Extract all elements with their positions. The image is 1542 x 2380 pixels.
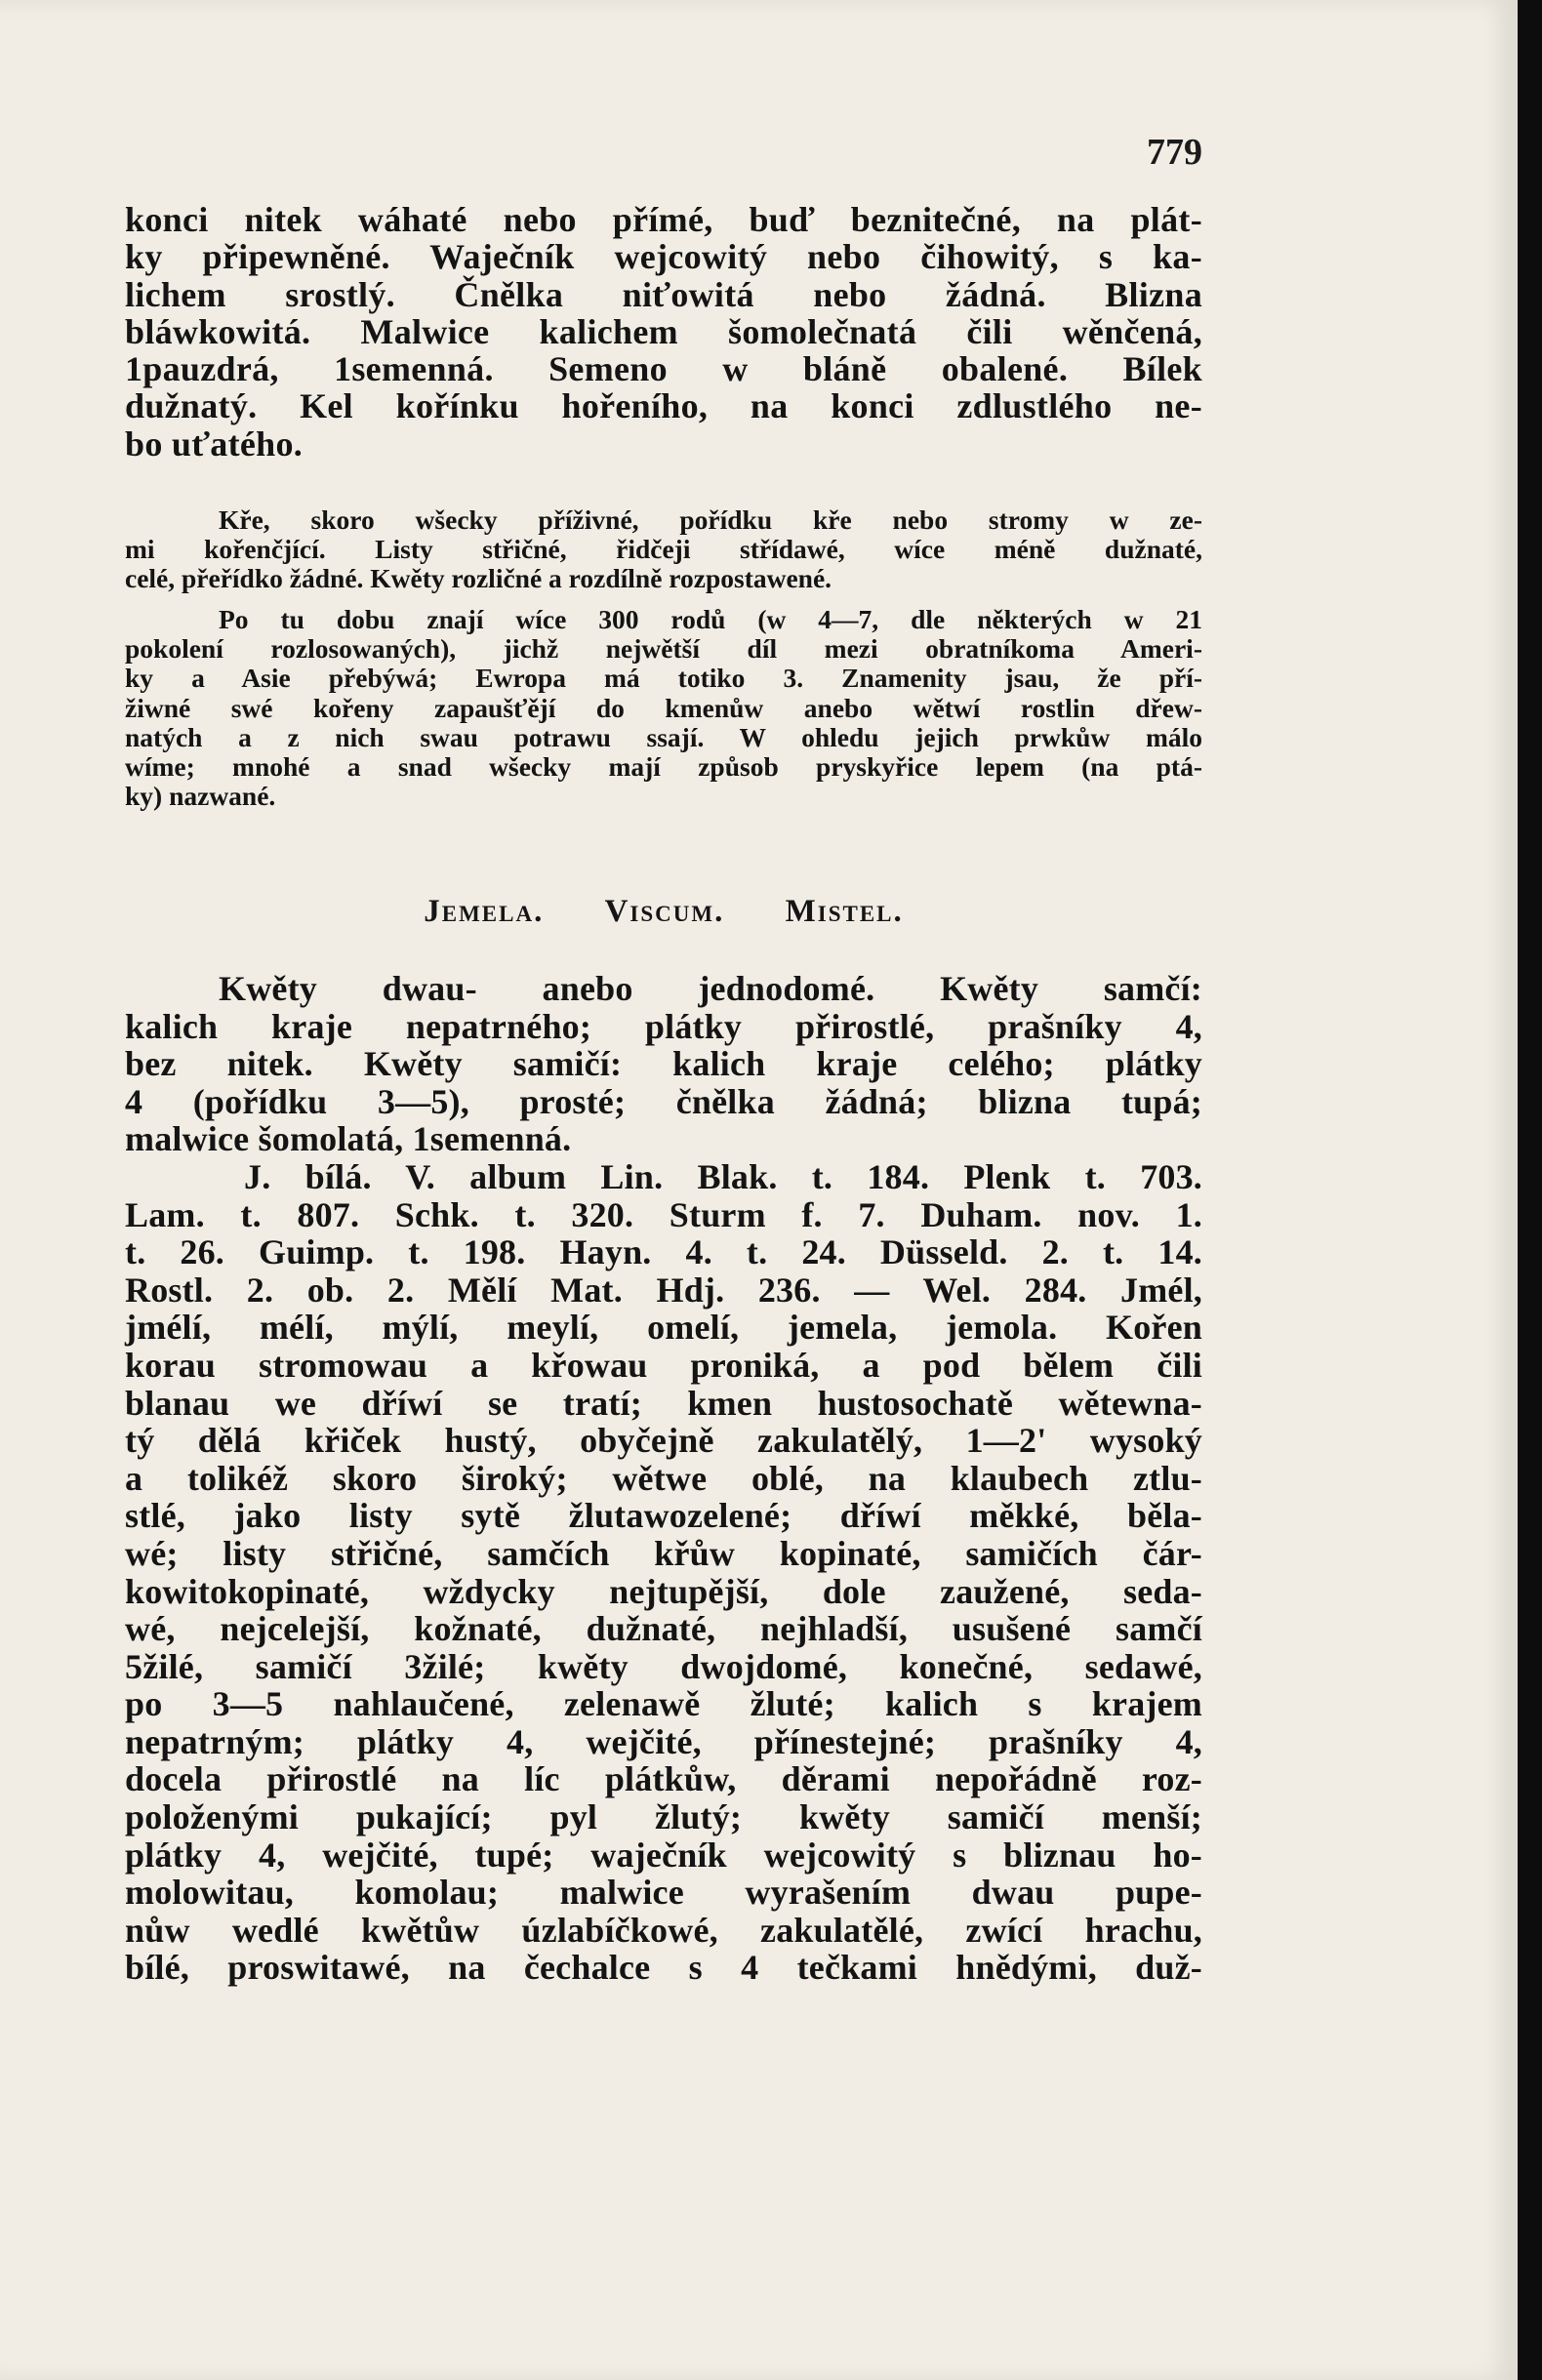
text-line: tý dělá křiček hustý, obyčejně zakulatělý, 1—2' wysoký	[125, 1421, 1202, 1461]
text-line: bláwkowitá. Malwice kalichem šomolečnatá čili wěnčená,	[125, 311, 1202, 351]
text-line: Po tu dobu znají wíce 300 rodů (w 4—7, dle některých w 21	[219, 604, 1202, 634]
text-line: docela přirostlé na líc plátkůw, děrami nepořádně roz-	[125, 1759, 1202, 1799]
text-line: wé; listy střičné, samčích křůw kopinaté, samičích čár-	[125, 1533, 1202, 1573]
text-line: Kře, skoro wšecky příživné, pořídku kře nebo stromy w ze-	[219, 504, 1202, 535]
genus-name-czech: Jemela.	[424, 894, 545, 929]
text-line: blanau we dříwí se tratí; kmen hustosochatě wětewna-	[125, 1383, 1202, 1423]
family-notes-2	[125, 605, 1202, 811]
text-line: Lam. t. 807. Schk. t. 320. Sturm f. 7. Duham. nov. 1.	[125, 1194, 1202, 1234]
text-line: korau stromowau a křowau proniká, a pod bělem čili	[125, 1345, 1202, 1385]
genus-description	[125, 970, 1202, 1987]
text-line: 5žilé, samičí 3žilé; kwěty dwojdomé, konečné, sedawé,	[125, 1646, 1202, 1686]
text-line: J. bílá. V. album Lin. Blak. t. 184. Plenk t. 703.	[244, 1156, 1202, 1196]
genus-heading	[125, 894, 1202, 930]
text-line: wé, nejcelejší, kožnaté, dužnaté, nejhladší, usušené samčí	[125, 1609, 1202, 1649]
genus-name-latin: Viscum.	[604, 894, 725, 929]
text-line: kowitokopinaté, wždycky nejtupější, dole zaužené, seda-	[125, 1571, 1202, 1611]
text-line: wíme; mnohé a snad wšecky mají způsob pryskyřice lepem (na ptá-	[125, 751, 1202, 783]
text-line: žiwné swé kořeny zapaušťějí do kmenůw anebo wětwí rostlin dřew-	[125, 692, 1202, 723]
text-line: stlé, jako listy sytě žlutawozelené; dříwí měkké, běla-	[125, 1496, 1202, 1536]
text-line: natých a z nich swau potrawu ssají. W ohledu jejich prwkůw málo	[125, 721, 1202, 752]
text-line: malwice šomolatá, 1semenná.	[125, 1119, 572, 1159]
text-line: Kwěty dwau- anebo jednodomé. Kwěty samčí:	[219, 969, 1202, 1008]
text-line: bo uťatého.	[125, 424, 304, 464]
text-line: ky a Asie přebýwá; Ewropa má totiko 3. Znamenity jsau, že pří-	[125, 663, 1202, 694]
text-line: pokolení rozlosowaných), jichž nejwětší díl mezi obratníkoma Ameri-	[125, 633, 1202, 665]
page-number: 779	[1147, 132, 1202, 173]
text-line: lichem srostlý. Čnělka niťowitá nebo žádná. Blizna	[125, 274, 1202, 314]
genus-name-german: Mistel.	[785, 894, 904, 929]
text-line: celé, přeřídko žádné. Kwěty rozličné a rozdílně rozpostawené.	[125, 563, 832, 594]
text-line: konci nitek wáhaté nebo přímé, buď beznitečné, na plát-	[125, 200, 1202, 239]
text-line: 1pauzdrá, 1semenná. Semeno w bláně obalené. Bílek	[125, 349, 1202, 389]
text-line: dužnatý. Kel kořínku hořeního, na konci zdlustlého ne-	[125, 386, 1202, 426]
text-line: a tolikéž skoro široký; wětwe oblé, na klaubech ztlu-	[125, 1458, 1202, 1498]
family-notes-1	[125, 505, 1202, 594]
text-line: mi kořenčjící. Listy střičné, řidčeji střídawé, wíce méně dužnaté,	[125, 534, 1202, 565]
text-line: 4 (pořídku 3—5), prosté; čnělka žádná; blizna tupá;	[125, 1081, 1202, 1121]
text-line: jmélí, mélí, mýlí, meylí, omelí, jemela, jemola. Kořen	[125, 1308, 1202, 1348]
text-line: nepatrným; plátky 4, wejčité, přínestejné; prašníky 4,	[125, 1721, 1202, 1761]
text-line: Rostl. 2. ob. 2. Mělí Mat. Hdj. 236. — Wel. 284. Jmél,	[125, 1270, 1202, 1310]
text-line: ky připewněné. Waječník wejcowitý nebo čihowitý, s ka-	[125, 237, 1202, 277]
text-line: bez nitek. Kwěty samičí: kalich kraje celého; plátky	[125, 1044, 1202, 1084]
family-description	[125, 201, 1202, 463]
text-line: nůw wedlé kwětůw úzlabíčkowé, zakulatělé, zwící hrachu,	[125, 1910, 1202, 1950]
text-line: kalich kraje nepatrného; plátky přirostlé, prašníky 4,	[125, 1006, 1202, 1046]
text-line: t. 26. Guimp. t. 198. Hayn. 4. t. 24. Düsseld. 2. t. 14.	[125, 1232, 1202, 1272]
text-line: molowitau, komolau; malwice wyrašením dwau pupe-	[125, 1873, 1202, 1913]
text-line: plátky 4, wejčité, tupé; waječník wejcowitý s bliznau ho-	[125, 1835, 1202, 1875]
text-line: položenými pukající; pyl žlutý; kwěty samičí menší;	[125, 1797, 1202, 1837]
text-line: po 3—5 nahlaučené, zelenawě žluté; kalich s krajem	[125, 1684, 1202, 1724]
text-line: bílé, proswitawé, na čechalce s 4 tečkami hnědými, duž-	[125, 1948, 1202, 1988]
text-line: ky) nazwané.	[125, 781, 276, 812]
